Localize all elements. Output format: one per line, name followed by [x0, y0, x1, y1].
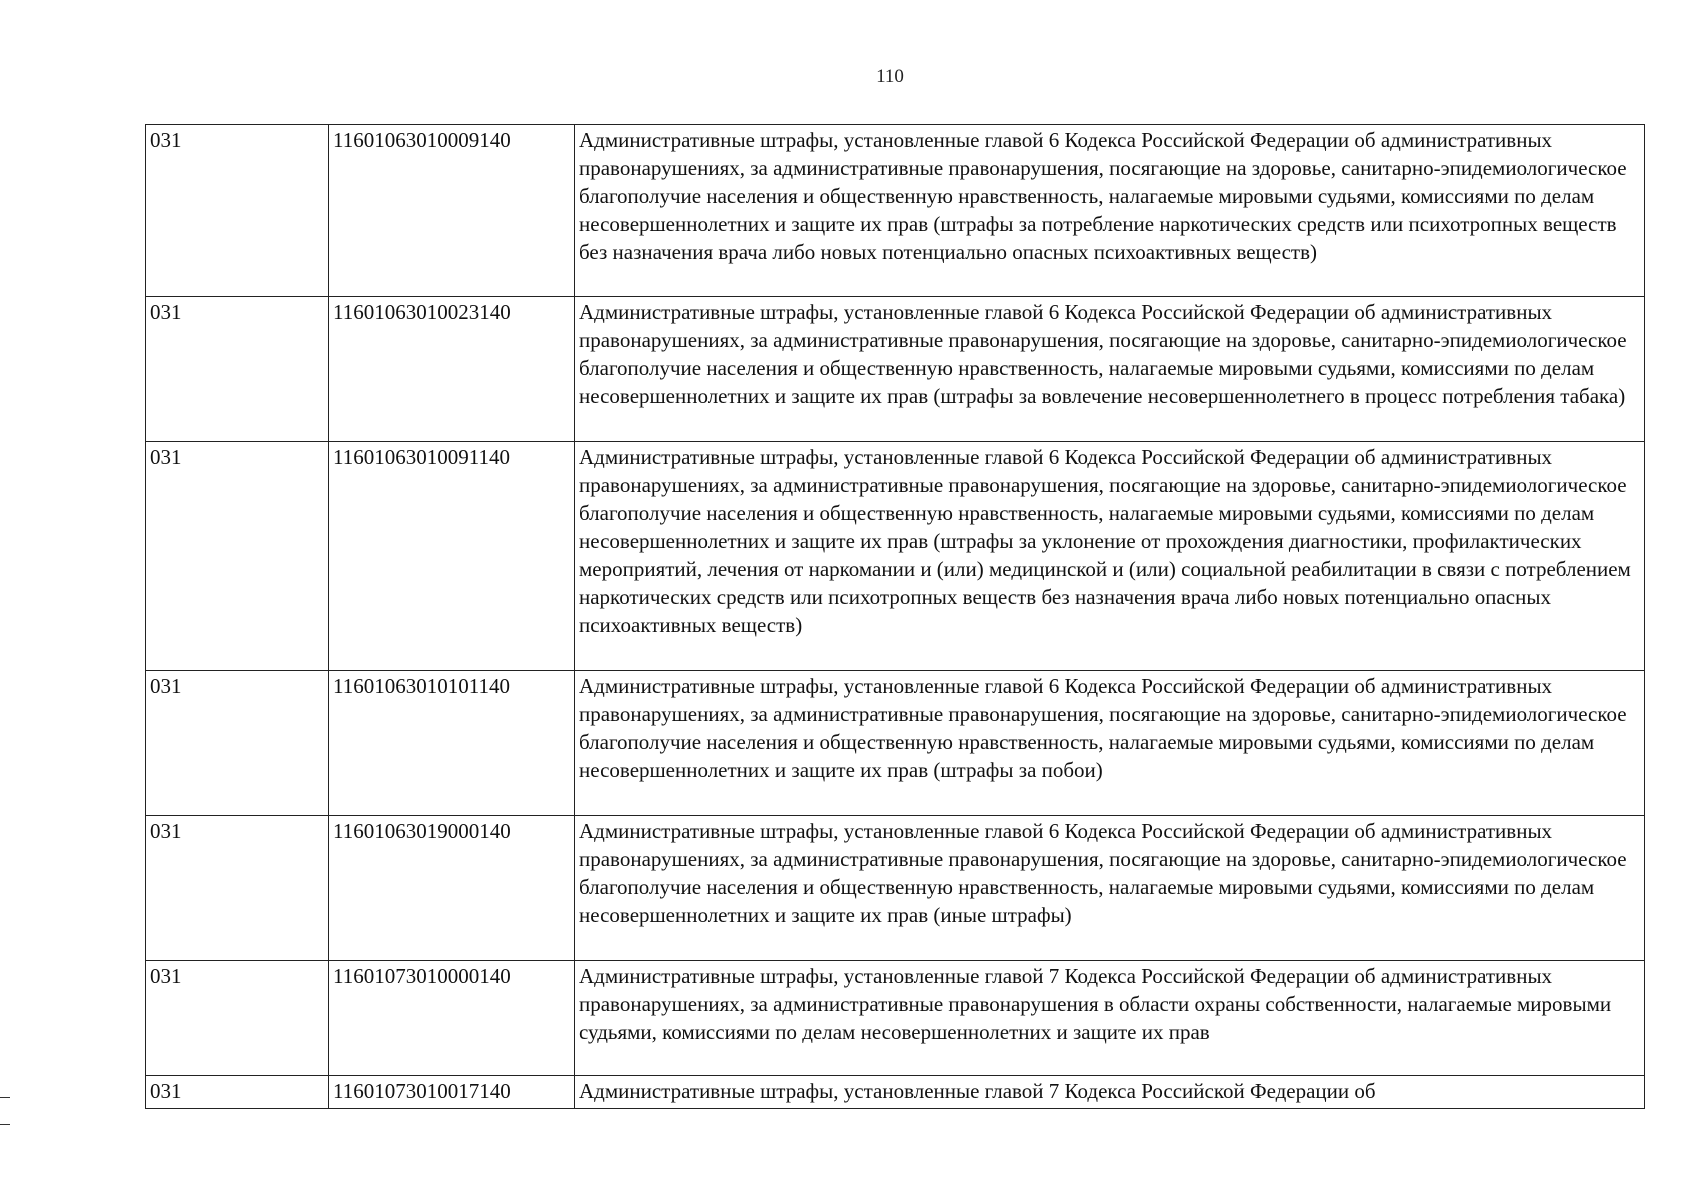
edge-mark	[0, 1097, 10, 1098]
description-cell: Административные штрафы, установленные главой 7 Кодекса Российской Федерации об	[575, 1076, 1645, 1109]
admin-code-cell: 031	[146, 961, 329, 1076]
description-cell: Административные штрафы, установленные главой 6 Кодекса Российской Федерации об административных правонарушениях, за административные правонарушения, посягающие на здоровье, санитарно-эпидемиологическое благополучие населения и общественную нравственность, налагаемые мировыми судьями, комиссиями по делам несовершеннолетних и защите их прав (штрафы за уклонение от прохождения диагностики, профилактических мероприятий, лечения от наркомании и (или) медицинской и (или) социальной реабилитации в связи с потреблением наркотических средств или психотропных веществ без назначения врача либо новых потенциально опасных психоактивных веществ)	[575, 442, 1645, 671]
table-row	[146, 297, 1645, 442]
admin-code-cell: 031	[146, 442, 329, 671]
table-row	[146, 961, 1645, 1076]
description-cell: Административные штрафы, установленные главой 6 Кодекса Российской Федерации об административных правонарушениях, за административные правонарушения, посягающие на здоровье, санитарно-эпидемиологическое благополучие населения и общественную нравственность, налагаемые мировыми судьями, комиссиями по делам несовершеннолетних и защите их прав (штрафы за потребление наркотических средств или психотропных веществ без назначения врача либо новых потенциально опасных психоактивных веществ)	[575, 125, 1645, 297]
budget-code-cell: 11601063010101140	[329, 671, 575, 816]
description-cell: Административные штрафы, установленные главой 7 Кодекса Российской Федерации об административных правонарушениях, за административные правонарушения в области охраны собственности, налагаемые мировыми судьями, комиссиями по делам несовершеннолетних и защите их прав	[575, 961, 1645, 1076]
budget-code-cell: 11601063010023140	[329, 297, 575, 442]
admin-code-cell: 031	[146, 125, 329, 297]
description-cell: Административные штрафы, установленные главой 6 Кодекса Российской Федерации об административных правонарушениях, за административные правонарушения, посягающие на здоровье, санитарно-эпидемиологическое благополучие населения и общественную нравственность, налагаемые мировыми судьями, комиссиями по делам несовершеннолетних и защите их прав (штрафы за вовлечение несовершеннолетнего в процесс потребления табака)	[575, 297, 1645, 442]
budget-code-cell: 11601063019000140	[329, 816, 575, 961]
admin-code-cell: 031	[146, 1076, 329, 1109]
table-row	[146, 816, 1645, 961]
table-row	[146, 1076, 1645, 1109]
admin-code-cell: 031	[146, 297, 329, 442]
budget-code-cell: 11601063010091140	[329, 442, 575, 671]
description-cell: Административные штрафы, установленные главой 6 Кодекса Российской Федерации об административных правонарушениях, за административные правонарушения, посягающие на здоровье, санитарно-эпидемиологическое благополучие населения и общественную нравственность, налагаемые мировыми судьями, комиссиями по делам несовершеннолетних и защите их прав (штрафы за побои)	[575, 671, 1645, 816]
budget-code-cell: 11601073010000140	[329, 961, 575, 1076]
description-cell: Административные штрафы, установленные главой 6 Кодекса Российской Федерации об административных правонарушениях, за административные правонарушения, посягающие на здоровье, санитарно-эпидемиологическое благополучие населения и общественную нравственность, налагаемые мировыми судьями, комиссиями по делам несовершеннолетних и защите их прав (иные штрафы)	[575, 816, 1645, 961]
edge-mark	[0, 1124, 10, 1125]
admin-code-cell: 031	[146, 671, 329, 816]
table-row	[146, 671, 1645, 816]
budget-code-cell: 11601073010017140	[329, 1076, 575, 1109]
budget-code-cell: 11601063010009140	[329, 125, 575, 297]
table-row	[146, 125, 1645, 297]
admin-code-cell: 031	[146, 816, 329, 961]
page-number: 110	[876, 66, 904, 87]
budget-codes-table	[145, 124, 1645, 1109]
table-row	[146, 442, 1645, 671]
